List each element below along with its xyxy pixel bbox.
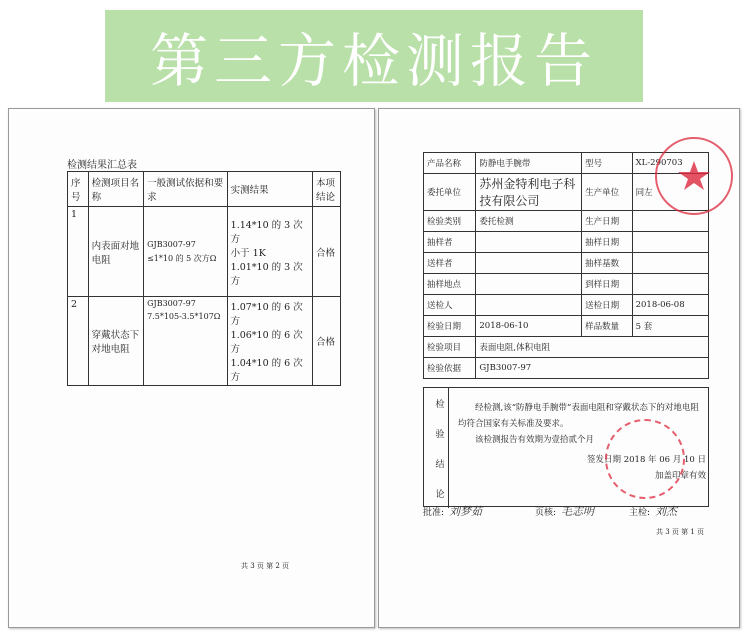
type-value: 委托检测	[476, 211, 582, 232]
header-basis: 一般测试依据和要求	[144, 172, 228, 207]
review-label: 主检:	[629, 508, 651, 518]
basis-label: 检验依据	[424, 358, 476, 379]
row-verdict: 合格	[313, 297, 341, 386]
conclusion-char: 检	[435, 399, 445, 410]
basis-standard: GJB3007-97	[147, 239, 196, 249]
row-result	[227, 207, 312, 297]
row-basis	[144, 297, 228, 386]
check-label: 页核:	[535, 508, 557, 518]
conclusion-char: 结	[435, 459, 445, 470]
arrival-value	[632, 274, 708, 295]
validity-text: 该检测报告有效期为壹拾贰个月	[475, 435, 595, 445]
header-result: 实测结果	[227, 172, 312, 207]
inspection-seal-stamp	[605, 419, 685, 499]
result-2: 1.06*10 的 6 次方	[230, 330, 303, 355]
table-row	[424, 253, 709, 274]
client-value: 苏州金特利电子科技有限公司	[476, 174, 582, 211]
model-label: 型号	[582, 153, 632, 174]
send-date-label: 送检日期	[582, 295, 632, 316]
result-1: 1.14*10 的 3 次方	[230, 219, 303, 245]
count-label: 样品数量	[582, 316, 632, 337]
sample-date-label: 抽样日期	[582, 232, 632, 253]
table-row	[68, 207, 341, 297]
place-label: 抽样地点	[424, 274, 476, 295]
page-number: 共 3 页 第 1 页	[656, 528, 705, 536]
maker-label: 生产单位	[582, 174, 632, 211]
base-value	[632, 253, 708, 274]
table-header-row	[68, 172, 341, 207]
header-verdict: 本项结论	[313, 172, 341, 207]
place-value	[476, 274, 582, 295]
row-verdict: 合格	[313, 207, 341, 297]
row-item: 内表面对地电阻	[88, 207, 143, 297]
sample-date-value	[632, 232, 708, 253]
row-item: 穿戴状态下对地电阻	[88, 297, 143, 386]
table-row	[424, 274, 709, 295]
sampler-label: 抽样者	[424, 232, 476, 253]
review-signature: 刘杰	[655, 505, 677, 518]
row-basis	[144, 207, 228, 297]
send-label: 送检人	[424, 295, 476, 316]
row-no: 1	[68, 207, 89, 297]
conclusion-char: 验	[435, 429, 445, 440]
count-value: 5 套	[632, 316, 708, 337]
report-page-2	[8, 108, 375, 628]
report-page-1	[378, 108, 740, 628]
header-item: 检测项目名称	[88, 172, 143, 207]
table-row	[424, 358, 709, 379]
arrival-label: 到样日期	[582, 274, 632, 295]
test-date-value: 2018-06-10	[476, 316, 582, 337]
conclusion-char: 论	[435, 489, 445, 500]
sampler-value	[476, 232, 582, 253]
table-row	[424, 232, 709, 253]
product-label: 产品名称	[424, 153, 476, 174]
row-result	[227, 297, 312, 386]
table-row	[424, 295, 709, 316]
product-value: 防静电手腕带	[476, 153, 582, 174]
approve-signature: 刘梦茹	[449, 505, 482, 518]
items-value: 表面电阻,体积电阻	[476, 337, 709, 358]
result-1: 1.07*10 的 6 次方	[230, 302, 303, 327]
summary-table	[67, 171, 341, 386]
table-row	[424, 316, 709, 337]
banner-title: 第三方检测报告	[149, 27, 598, 95]
header-no: 序号	[68, 172, 89, 207]
table-row	[424, 337, 709, 358]
approve-label: 批准:	[423, 508, 445, 518]
title-banner	[105, 10, 643, 102]
table-row	[424, 211, 709, 232]
basis-standard: GJB3007-97	[147, 299, 196, 308]
basis-requirement: 7.5*105-3.5*107Ω	[147, 312, 221, 321]
conclusion-text: 经检测,该“防静电手腕带”表面电阻和穿戴状态下的对地电阻均符合国家有关标准及要求。	[458, 403, 699, 429]
send-date-value: 2018-06-08	[632, 295, 708, 316]
result-2: 小于 1K	[230, 247, 266, 259]
table-row	[68, 297, 341, 386]
maker-value: 同左	[632, 174, 708, 211]
date-made-label: 生产日期	[582, 211, 632, 232]
sender-label: 送样者	[424, 253, 476, 274]
result-3: 1.04*10 的 6 次方	[230, 358, 303, 383]
result-3: 1.01*10 的 3 次方	[230, 261, 303, 287]
type-label: 检验类别	[424, 211, 476, 232]
check-signature: 毛志明	[561, 505, 594, 518]
basis-value: GJB3007-97	[476, 358, 709, 379]
test-date-label: 检验日期	[424, 316, 476, 337]
row-no: 2	[68, 297, 89, 386]
seal-note: 加盖印章有效	[654, 471, 706, 481]
items-label: 检验项目	[424, 337, 476, 358]
client-label: 委托单位	[424, 174, 476, 211]
basis-requirement: ≤1*10 的 5 次方Ω	[147, 253, 217, 263]
send-value	[476, 295, 582, 316]
conclusion-label	[432, 388, 449, 508]
sender-value	[476, 253, 582, 274]
issue-date: 签发日期 2018 年 06 月 10 日	[587, 455, 706, 465]
summary-title: 检测结果汇总表	[67, 160, 137, 171]
page-number: 共 3 页 第 2 页	[241, 562, 290, 570]
official-seal-stamp	[655, 137, 733, 215]
model-value: XL-290703	[632, 153, 708, 174]
base-label: 抽样基数	[582, 253, 632, 274]
star-icon	[657, 139, 731, 213]
